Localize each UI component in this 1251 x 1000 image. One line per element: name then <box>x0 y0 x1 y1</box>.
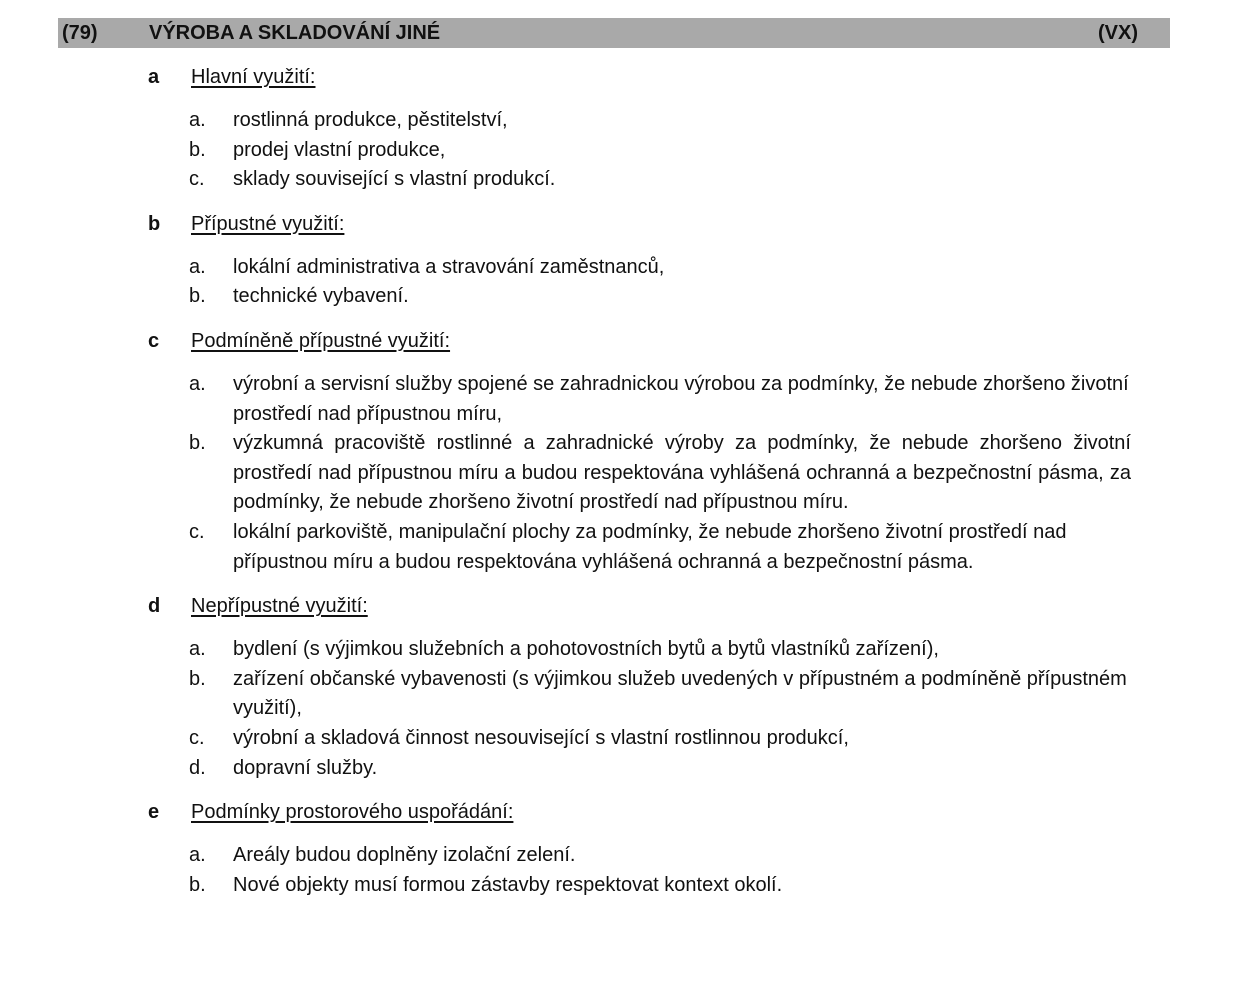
item-text: rostlinná produkce, pěstitelství, <box>233 109 508 131</box>
item-letter: c. <box>189 168 205 191</box>
list-item <box>0 635 1251 665</box>
item-letter: a. <box>189 255 206 278</box>
item-text: zařízení občanské vybavenosti (s výjimkou služeb uvedených v přípustném a podmíněně přípustném využití), <box>233 667 1127 720</box>
list-item <box>0 165 1251 195</box>
subsection-title: Nepřípustné využití: <box>191 595 368 618</box>
item-text: výrobní a skladová činnost nesouvisející s vlastní rostlinnou produkcí, <box>233 726 849 749</box>
subsection-heading <box>0 797 1251 827</box>
item-letter: b. <box>189 432 206 455</box>
item-text: technické vybavení. <box>233 285 409 308</box>
list-item <box>0 370 1251 429</box>
item-list <box>0 370 1251 577</box>
subsection-letter: b <box>148 212 161 235</box>
section-header-bar <box>58 18 1170 48</box>
item-letter: b. <box>189 285 206 308</box>
subsection-heading <box>0 209 1251 239</box>
item-list <box>0 841 1251 900</box>
item-list <box>0 106 1251 195</box>
subsection-prohibited-use <box>0 591 1251 783</box>
subsection-heading <box>0 591 1251 621</box>
subsection-title: Hlavní využití: <box>191 66 316 88</box>
item-text: Areály budou doplněny izolační zelení. <box>233 844 576 867</box>
item-list <box>0 253 1251 312</box>
subsection-heading <box>0 326 1251 356</box>
subsection-letter: c <box>148 329 160 352</box>
subsection-title: Podmíněně přípustné využití: <box>191 329 451 352</box>
list-item <box>0 136 1251 166</box>
subsection-letter: d <box>148 595 161 618</box>
subsection-permitted-use <box>0 209 1251 312</box>
item-text: výzkumná pracoviště rostlinné a zahradnické výroby za podmínky, že nebude zhoršeno životní prostředí nad přípustnou míru a budou respektována vyhlášená ochranná a bezpečnostní pásma, za podmínky, že nebude zhoršeno životní prostředí nad přípustnou míru. <box>233 432 1131 514</box>
item-letter: a. <box>189 844 206 867</box>
item-text: bydlení (s výjimkou služebních a pohotovostních bytů a bytů vlastníků zařízení), <box>233 638 939 661</box>
item-text: lokální parkoviště, manipulační plochy za podmínky, že nebude zhoršeno životní prostředí nad přípustnou míru a budou respektována vyhlášená ochranná a bezpečnostní pásma. <box>233 520 1067 573</box>
item-letter: c. <box>189 726 205 749</box>
item-letter: b. <box>189 873 206 896</box>
item-text: dopravní služby. <box>233 756 378 779</box>
list-item <box>0 841 1251 871</box>
item-text: prodej vlastní produkce, <box>233 138 446 161</box>
item-letter: b. <box>189 138 206 161</box>
item-letter: b. <box>189 667 206 690</box>
item-letter: d. <box>189 756 206 779</box>
item-letter: c. <box>189 520 205 543</box>
list-item <box>0 282 1251 312</box>
section-code: (VX) <box>1098 22 1138 44</box>
subsection-spatial-conditions <box>0 797 1251 900</box>
subsection-heading <box>0 62 1251 92</box>
list-item <box>0 429 1251 518</box>
subsection-letter: e <box>148 801 160 824</box>
subsection-conditional-use <box>0 326 1251 577</box>
item-list <box>0 635 1251 783</box>
list-item <box>0 871 1251 901</box>
regulation-content <box>0 62 1251 900</box>
list-item <box>0 724 1251 754</box>
section-title: VÝROBA A SKLADOVÁNÍ JINÉ <box>149 22 441 44</box>
subsection-title: Přípustné využití: <box>191 212 345 235</box>
item-text: výrobní a servisní služby spojené se zahradnickou výrobou za podmínky, že nebude zhoršeno životní prostředí nad přípustnou míru, <box>233 372 1129 425</box>
item-text: Nové objekty musí formou zástavby respektovat kontext okolí. <box>233 873 783 896</box>
item-letter: a. <box>189 372 206 395</box>
list-item <box>0 518 1251 577</box>
subsection-main-use <box>0 62 1251 195</box>
list-item <box>0 253 1251 283</box>
list-item <box>0 665 1251 724</box>
item-letter: a. <box>189 109 206 131</box>
subsection-title: Podmínky prostorového uspořádání: <box>191 801 514 824</box>
section-number: (79) <box>62 22 98 44</box>
item-letter: a. <box>189 638 206 661</box>
item-text: lokální administrativa a stravování zaměstnanců, <box>233 255 665 278</box>
list-item <box>0 106 1251 136</box>
list-item <box>0 754 1251 784</box>
item-text: sklady související s vlastní produkcí. <box>233 168 556 191</box>
subsection-letter: a <box>148 66 160 88</box>
